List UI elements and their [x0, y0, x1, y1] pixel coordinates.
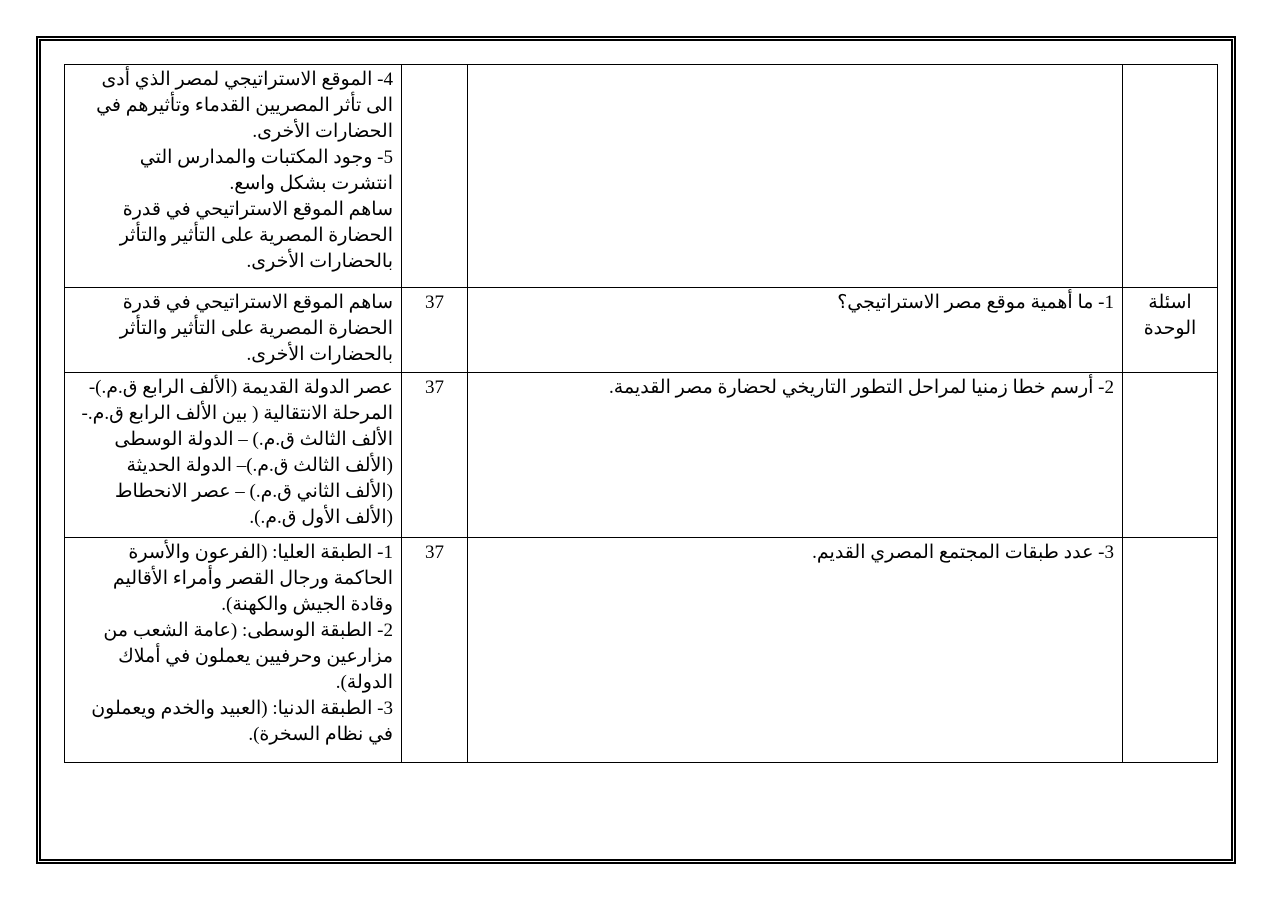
answer-text: عصر الدولة القديمة (الألف الرابع ق.م.)- المرحلة الانتقالية ( بين الألف الرابع ق.م.- الألف الثالث ق.م.) – الدولة الوسطى (الألف الثالث ق.م.)– الدولة الحديثة (الألف الثاني ق.م.) – عصر الانحطاط (الألف الأول ق.م.).: [81, 377, 393, 528]
row-label: اسئلة الوحدة: [1143, 292, 1197, 339]
page-number-cell: [402, 65, 468, 288]
question-cell: [468, 538, 1123, 763]
page-number-cell: [402, 288, 468, 373]
question-cell: [468, 65, 1123, 288]
row-label-cell: [1123, 65, 1218, 288]
answer-cell: [65, 538, 402, 763]
question-cell: [468, 288, 1123, 373]
answer-cell: [65, 373, 402, 538]
question-cell: [468, 373, 1123, 538]
question-text: 1- ما أهمية موقع مصر الاستراتيجي؟: [837, 292, 1114, 313]
page-number-cell: [402, 538, 468, 763]
answer-text: 4- الموقع الاستراتيجي لمصر الذي أدى الى تأثر المصريين القدماء وتأثيرهم في الحضارات الأخرى. 5- وجود المكتبات والمدارس التي انتشرت بشكل واسع. ساهم الموقع الاستراتيحي في قدرة الحضارة المصرية على التأثير والتأثر بالحضارات الأخرى.: [96, 69, 393, 272]
page-number: 37: [425, 292, 444, 313]
table-row: [65, 538, 1218, 763]
page-number-cell: [402, 373, 468, 538]
question-text: 3- عدد طبقات المجتمع المصري القديم.: [812, 542, 1114, 563]
answer-text: 1- الطبقة العليا: (الفرعون والأسرة الحاكمة ورجال القصر وأمراء الأقاليم وقادة الجيش والكهنة). 2- الطبقة الوسطى: (عامة الشعب من مزارعين وحرفيين يعملون في أملاك الدولة). 3- الطبقة الدنيا: (العبيد والخدم ويعملون في نظام السخرة).: [91, 542, 393, 745]
table-row: [65, 373, 1218, 538]
answer-text: ساهم الموقع الاستراتيحي في قدرة الحضارة المصرية على التأثير والتأثر بالحضارات الأخرى.: [119, 292, 393, 365]
answer-cell: [65, 288, 402, 373]
row-label-cell: [1123, 373, 1218, 538]
table-row: [65, 65, 1218, 288]
row-label-cell: [1123, 288, 1218, 373]
row-label-cell: [1123, 538, 1218, 763]
answer-cell: [65, 65, 402, 288]
page-number: 37: [425, 542, 444, 563]
questions-table: [64, 64, 1218, 763]
page-number: 37: [425, 377, 444, 398]
question-text: 2- أرسم خطا زمنيا لمراحل التطور التاريخي لحضارة مصر القديمة.: [609, 377, 1114, 398]
table-row: [65, 288, 1218, 373]
